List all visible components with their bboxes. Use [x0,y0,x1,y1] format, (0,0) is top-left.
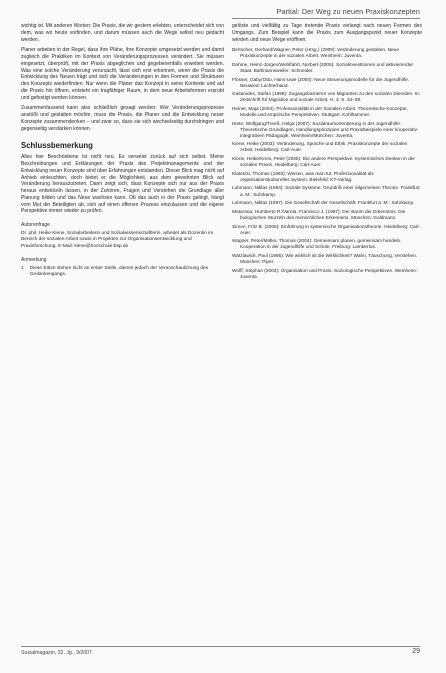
reference-entry [232,107,422,119]
reference-author: Luhmann, Niklas (1984): [232,186,284,192]
body-paragraph-1: Planer arbeiten in der Regel, dass ihre Pläne, ihre Konzepte umgesetzt werden und damit zugleich die Praktiken im Kontext von Veränderungsprozessen verändert. Sie müssen eingesetzt, überprüft, mit der Praxis abgeglichen und gegebenenfalls erweitert werden. Was eine solche Veränderung verursacht, lässt sich erst erkennen, wenn die Praxis die Entwicklung des Neuen trägt und sich die Veränderungen in den Formen und Strukturen des Konzepts wiederfinden. Nur wenn die Planer das Konzept in seine Kontexte und auf die Praxis hin öffnen, entsteht ein tragfähiger Raum, in dem neue Arbeitsformen erprobt und gefestigt werden können. [21,47,224,101]
reference-author: Wagner, Peter/Müller, Thomas (2004): [232,239,313,245]
reference-author: Hinte, Wolfgang/Treeß, Helga (2007): [232,121,311,127]
reference-title: Die Gesellschaft der Gesellschaft. Frankfurt a. M.: Suhrkamp. [285,201,415,207]
reference-author: Flösser, Gaby/Otto, Hans-Uwe (2004): [232,77,313,83]
body-paragraph-3: Alles hier Beschriebene ist nicht neu. Es verweist zurück auf sich selbst. Meine Beschreibungen und Erklärungen der Praxis des Projektmanagements und der Entwicklung neuer Konzepte sind über Erfahrungen entstanden. Dieser Blick mag nicht auf Anhieb einleuchten, doch bietet er die Möglichkeit, aus dem gewohnten Blick auf Veränderung herauszutreten. Dann zeigt sich, dass Konzepte sich nur aus der Praxis heraus entwickeln lassen, in der Zuhören, Fragen und Verstehen die Grundlage aller Planung bilden und das Neue wachsen kann. Ob das auch in der Praxis gelingt, hängt vom Mut der Beteiligten ab, sich auf einen offenen Prozess einzulassen und die eigene Perspektive immer wieder zu prüfen. [21,154,224,215]
journal-citation: Sozialmagazin, 32. Jg., 9/2007 [21,650,92,656]
reference-list [232,48,422,280]
reference-author: Luhmann, Niklas (1997): [232,201,284,207]
reference-author: Bertscher, Gerhard/Wagner, Peter (Hrsg.) (2000): [232,48,336,54]
reference-entry [232,269,422,281]
reference-title: Wie wirklich ist die Wirklichkeit? Wahn, Täuschung, Verstehen. München: Piper. [240,253,418,265]
reference-entry [232,254,422,266]
left-column [21,23,224,278]
reference-author: Wolff, Stephan (2003): [232,268,280,274]
reference-author: Watzlawick, Paul (1995): [232,253,285,259]
section-heading-schlussbemerkung: Schlussbemerkung [21,141,93,151]
reference-author: Klatetzki, Thomas (1993): [232,171,287,177]
running-header: Partial: Der Weg zu neuen Praxiskonzepten [276,7,420,16]
author-info-text: Dr. phil. Heike Kiene, Sozialarbeiterin und Sozialwissenschaftlerin, arbeitet als Dozentin im Bereich der sozialen Arbeit sowie in Projekten zur Organisationsentwicklung und Praxisforschung. E-Mail: kiene@hocschule-bsp.de [21,231,214,249]
reference-title: Organisation und Praxis. Soziologische Perspektiven. Weinheim: Juventa. [240,268,418,280]
reference-author: Dahme, Heinz-Jürgen/Wohlfahrt, Norbert (2005): [232,62,335,68]
reference-entry [232,142,422,154]
reference-title: Professionalität in der Sozialen Arbeit. Theoretische Konzepte, Modelle und empirische Perspektiven. Stuttgart: Kohlhammer. [240,107,408,119]
reference-author: Gaitanides, Stefan (1998): [232,92,288,98]
reference-entry [232,122,422,140]
reference-author: Maturana, Humberto R./Varela, Francisco J. (1987): [232,209,341,215]
reference-entry [232,225,422,237]
reference-title: Gemeinsam planen, gemeinsam handeln. Kooperation in der Jugendhilfe und Schule. Freiburg: Lambertus. [240,239,402,251]
endnote-item [21,266,224,279]
reference-title: Soziale Systeme. Grundriß einer allgemeinen Theorie. Frankfurt a. M.: Suhrkamp. [240,186,420,198]
reference-title: Der Baum der Erkenntnis. Die biologischen Wurzeln des menschlichen Erkennens. München: Goldmann. [240,209,406,221]
reference-entry [232,157,422,169]
intro-paragraph: wichtig ist. Mit anderen Worten: Die Praxis, die wir gestern erlebten, unterscheidet sich von dem, was wir heute vorfinden, und darum müssen auch die Wege selbst neu gedacht werden. [21,23,224,43]
reference-entry [232,92,422,104]
reference-entry [232,63,422,75]
reference-entry [232,210,422,222]
reference-entry [232,48,422,60]
reference-title: Einführung in systemische Organisationstheorie. Heidelberg: Carl-Auer. [240,224,420,236]
reference-title: Wissen, was man tut. Professionalität als organisationskulturelles System. Bielefeld: KT-Verlag. [240,171,374,183]
endnote-heading: Anmerkung [21,256,47,263]
reference-title: Die andere Perspektive. Systemisches Denken in der sozialen Praxis. Heidelberg: Carl-Auer. [240,157,415,169]
reference-author: Heiner, Maja (2004): [232,107,276,112]
reference-entry [232,172,422,184]
reference-title: Sozialinvestitionen und aktivierender Staat. Baltmannsweiler: Schneider. [240,62,414,74]
reference-title: Veränderung gestalten. Neue Praxiskonzepte in der sozialen Arbeit. Weinheim: Juventa. [240,48,399,60]
reference-entry [232,201,422,207]
endnote-number: 1 [21,265,24,271]
author-info-heading: Autorenfrage [21,222,50,228]
right-column [232,23,422,283]
reference-author: Simon, Fritz B. (2006): [232,224,280,230]
reference-author: Kiene, Heike/Kreis, Peter (2005): [232,157,302,163]
reference-author: Kiene, Heike (2003): [232,142,276,148]
reference-entry [232,78,422,90]
footer-rule [21,646,420,647]
right-continued-paragraph: gelöste und vielfältig zu Tage tretende Praxis verlangt nach neuen Formen des Umgangs. Zum Beispiel kann die Praxis zum Ausgangspunkt neuer Konzepte werden und neue Wege eröffnen. [232,23,422,43]
header-rule [232,18,420,19]
reference-title: Veränderung, Sprache und Ethik. Praxiskonzepte der sozialen Arbeit. Heidelberg: Carl-Auer. [240,142,408,154]
reference-title: Zugangsbarrieren von Migranten zu den sozialen Diensten. In: Zeitschrift für Migration und soziale Arbeit, H. 3, S. 34–39. [240,92,421,104]
reference-entry [232,186,422,198]
reference-title: Neue Steuerungsmodelle für die Jugendhilfe. Neuwied: Luchterhand. [240,77,410,89]
page-number: 29 [412,648,420,655]
reference-title: Sozialraumorientierung in der Jugendhilfe. Theoretische Grundlagen, Handlungsprinzipien und Praxisbeispiele einer kooperativ-integrativen Pädagogik. Weinheim/München: Juventa. [240,121,419,139]
reference-entry [232,239,422,251]
body-paragraph-2: Zusammenfassend kann also schließlich gesagt werden: Wer Veränderungsprozesse anstößt und gestalten möchte, muss die Praxis, die Planer und die Entwicklung neuer Konzepte zusammendenken – und zwar so, dass sie sich wechselseitig durchdringen und gegenseitig verstärken können. [21,105,224,132]
endnote-text: Diese Sätze stehen nicht an erster Stelle, dienen jedoch der Veranschaulichung des Gedankengangs. [29,265,209,278]
